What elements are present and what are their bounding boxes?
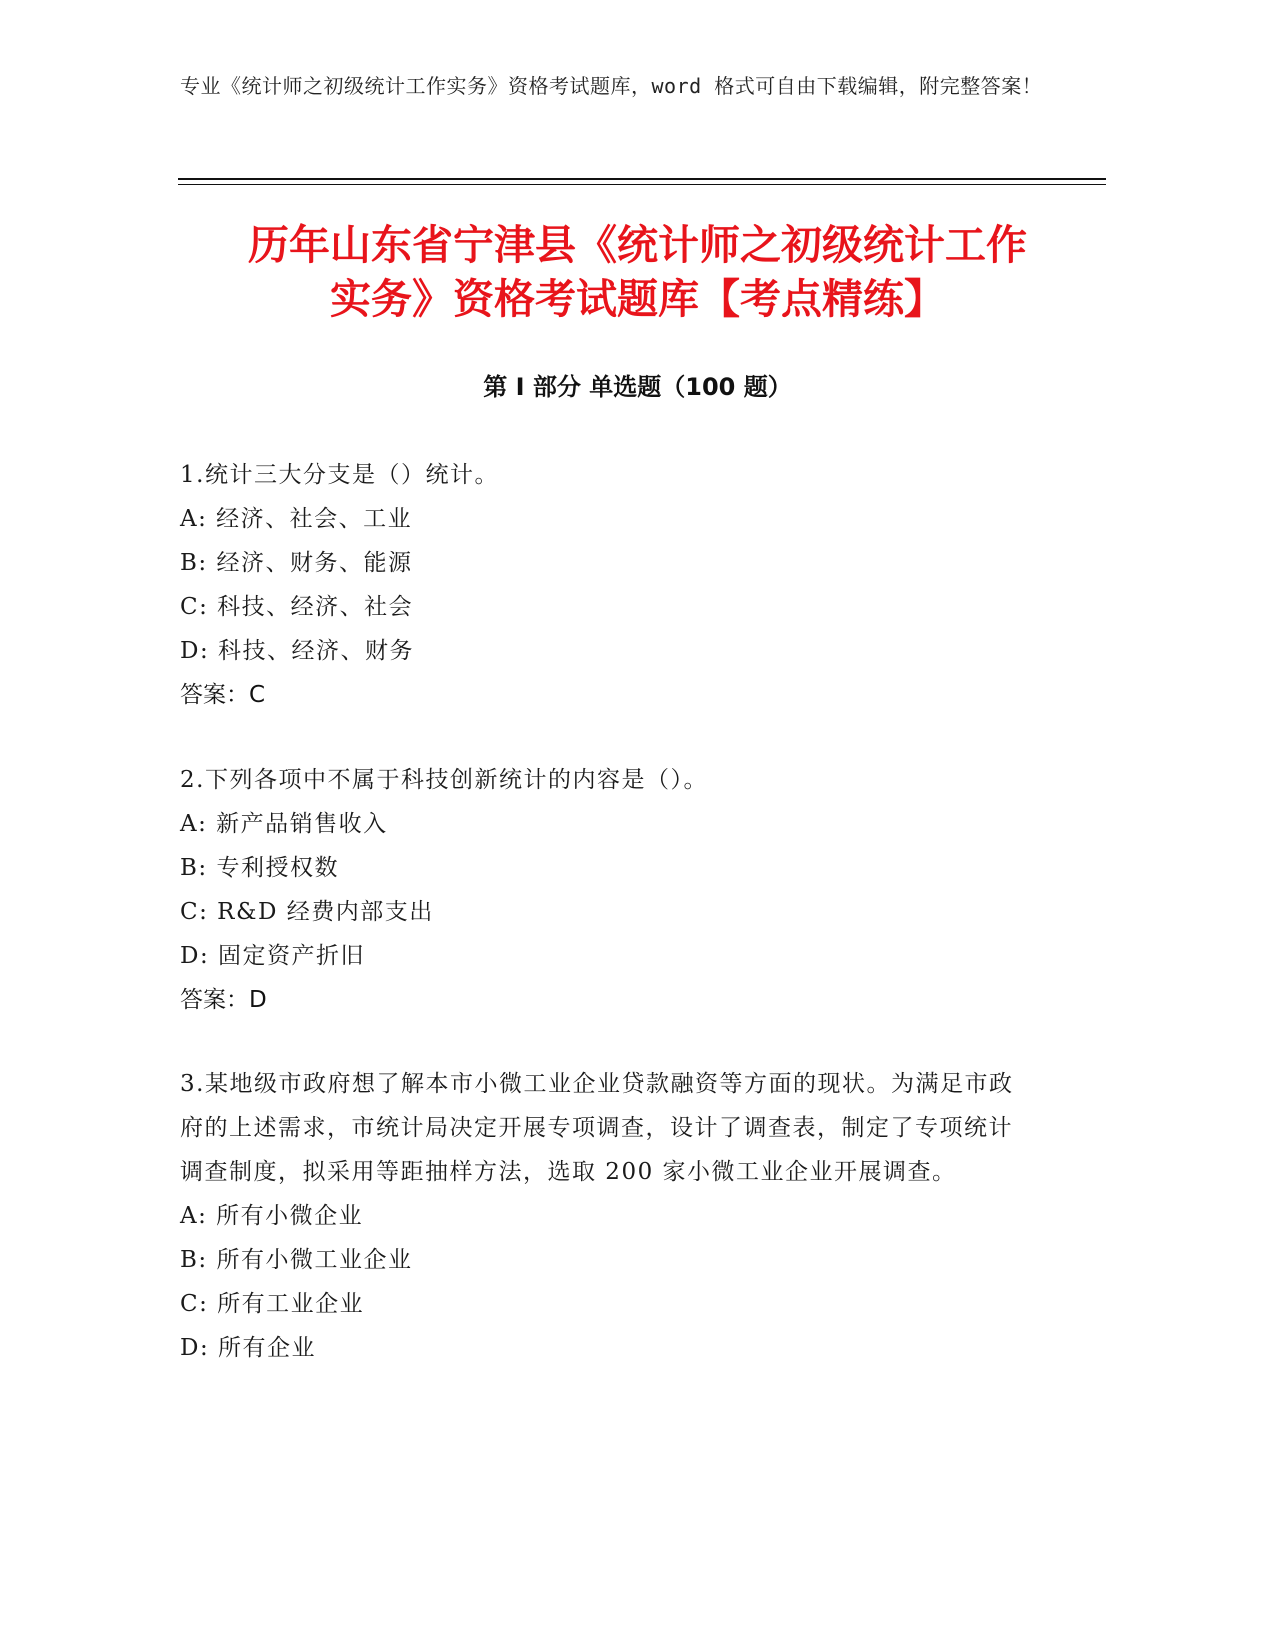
option-c: C: R&D 经费内部支出 xyxy=(180,899,434,925)
question-stem: 3.某地级市政府想了解本市小微工业企业贷款融资等方面的现状。为满足市政府的上述需求，市统计局决定开展专项调查，设计了调查表，制定了专项统计调查制度，拟采用等距抽样方法，选取 200 家小微工业企业开展调查。 xyxy=(180,1071,1014,1185)
option-a: A: 经济、社会、工业 xyxy=(180,506,413,532)
option-a: A: 所有小微企业 xyxy=(180,1203,364,1229)
option-a: A: 新产品销售收入 xyxy=(180,811,388,837)
option-b: B: 经济、财务、能源 xyxy=(180,550,413,576)
question-2 xyxy=(180,758,1020,1022)
question-3 xyxy=(180,1062,1020,1370)
section-heading: 第 I 部分 单选题（100 题） xyxy=(483,373,792,401)
answer: 答案：D xyxy=(180,987,267,1013)
option-c: C: 所有工业企业 xyxy=(180,1291,365,1317)
option-b: B: 专利授权数 xyxy=(180,855,339,881)
question-1 xyxy=(180,453,1020,717)
option-c: C: 科技、经济、社会 xyxy=(180,594,414,620)
document-title-line-2: 实务》资格考试题库【考点精练】 xyxy=(330,275,945,323)
document-title-line-1: 历年山东省宁津县《统计师之初级统计工作 xyxy=(248,221,1027,269)
document-title xyxy=(170,218,1105,326)
option-d: D: 固定资产折旧 xyxy=(180,943,366,969)
option-d: D: 所有企业 xyxy=(180,1335,317,1361)
option-b: B: 所有小微工业企业 xyxy=(180,1247,413,1273)
option-d: D: 科技、经济、财务 xyxy=(180,638,415,664)
header-rule-thin xyxy=(178,184,1106,185)
question-stem: 2.下列各项中不属于科技创新统计的内容是（）。 xyxy=(180,767,708,793)
answer: 答案：C xyxy=(180,682,266,708)
header-rule-thick xyxy=(178,178,1106,180)
header-note: 专业《统计师之初级统计工作实务》资格考试题库，word 格式可自由下载编辑，附完整答案！ xyxy=(180,74,1043,98)
question-stem: 1.统计三大分支是（）统计。 xyxy=(180,462,499,488)
